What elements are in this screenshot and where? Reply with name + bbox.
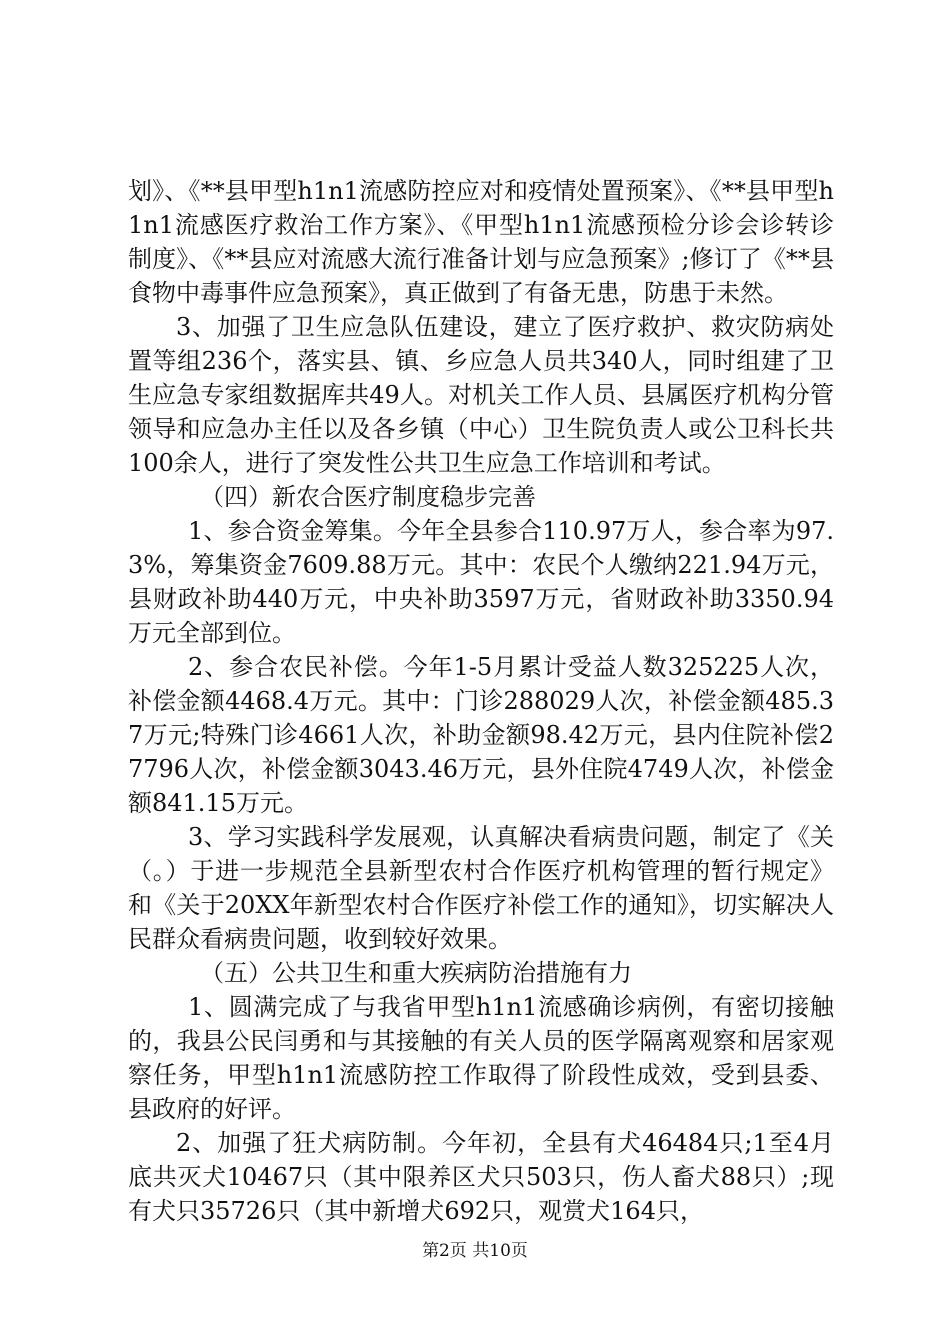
paragraph-h1n1-observation: 1、圆满完成了与我省甲型h1n1流感确诊病例，有密切接触的，我县公民闫勇和与其接触的有关人员的医学隔离观察和居家观察任务，甲型h1n1流感防控工作取得了阶段性成效，受到县委、县政府的好评。 [128, 993, 834, 1123]
paragraph-rabies-control: 2、加强了狂犬病防制。今年初，全县有犬46484只;1至4月底共灭犬10467只（其中限养区犬只503只，伤人畜犬88只）;现有犬只35726只（其中新增犬692只，观赏犬164只， [128, 1129, 834, 1225]
paragraph-compensation: 2、参合农民补偿。今年1-5月累计受益人数325225人次，补偿金额4468.4万元。其中：门诊288029人次，补偿金额485.37万元;特殊门诊4661人次，补助金额98.42万元，县内住院补偿27796人次，补偿金额3043.46万元，县外住院4749人次，补偿金额841.15万元。 [128, 653, 834, 817]
paragraph-plans-list: 划》、《**县甲型h1n1流感防控应对和疫情处置预案》、《**县甲型h1n1流感医疗救治工作方案》、《甲型h1n1流感预检分诊会诊转诊制度》、《**县应对流感大流行准备计划与应急预案》;修订了《**县食物中毒事件应急预案》，真正做到了有备无患，防患于未然。 [128, 177, 834, 307]
paragraph-emergency-team: 3、加强了卫生应急队伍建设，建立了医疗救护、救灾防病处置等组236个，落实县、镇、乡应急人员共340人，同时组建了卫生应急专家组数据库共49人。对机关工作人员、县属医疗机构分管领导和应急办主任以及各乡镇（中心）卫生院负责人或公卫科长共100余人，进行了突发性公共卫生应急工作培训和考试。 [128, 313, 834, 477]
paragraph-fund-raising: 1、参合资金筹集。今年全县参合110.97万人，参合率为97.3%，筹集资金7609.88万元。其中：农民个人缴纳221.94万元，县财政补助440万元，中央补助3597万元，省财政补助3350.94万元全部到位。 [128, 517, 834, 647]
paragraph-scientific-development: 3、学习实践科学发展观，认真解决看病贵问题，制定了《关（。）于进一步规范全县新型农村合作医疗机构管理的暂行规定》和《关于20XX年新型农村合作医疗补偿工作的通知》，切实解决人民群众看病贵问题，收到较好效果。 [128, 823, 834, 953]
section-heading-public-health: （五）公共卫生和重大疾病防治措施有力 [200, 959, 632, 987]
section-heading-new-rural-cooperative: （四）新农合医疗制度稳步完善 [200, 483, 536, 511]
page-number-footer: 第2页 共10页 [422, 1241, 528, 1261]
document-body [128, 174, 834, 1228]
